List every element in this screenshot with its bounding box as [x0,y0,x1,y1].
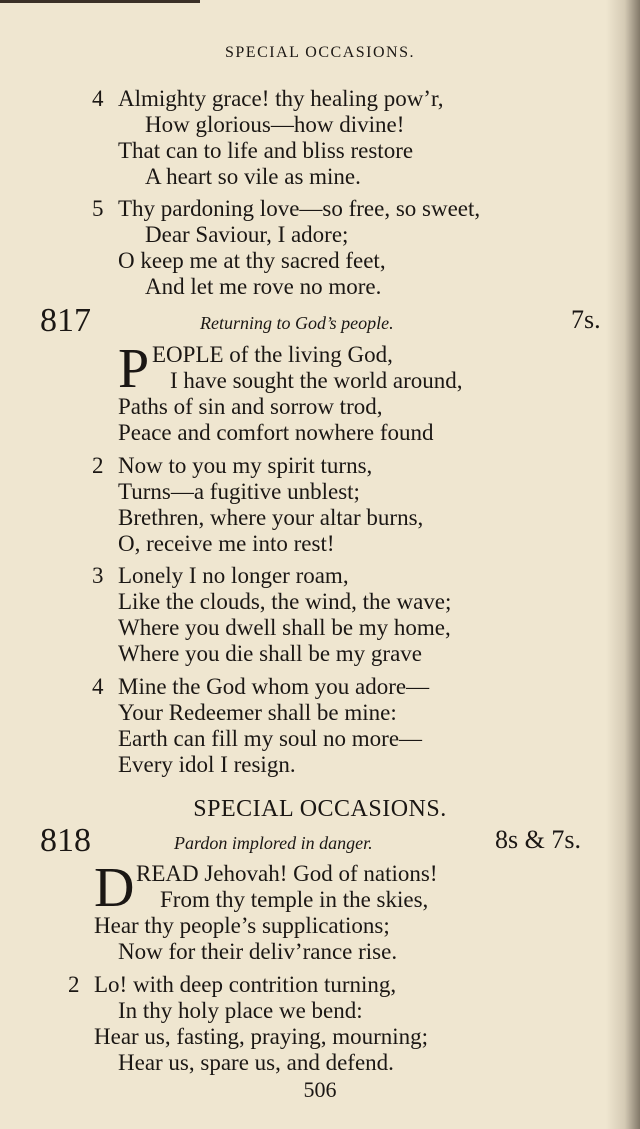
verse-line: Now for their deliv’rance rise. [118,939,398,964]
running-head: SPECIAL OCCASIONS. [225,44,415,61]
drop-cap: D [94,857,135,919]
verse-line: In thy holy place we bend: [118,998,363,1023]
verse-line: O, receive me into rest! [118,531,335,556]
verse-line: Turns—a fugitive unblest; [118,479,360,504]
verse-line: Lonely I no longer roam, [118,563,349,588]
verse-line: Where you dwell shall be my home, [118,615,451,640]
verse-line: Dear Saviour, I adore; [145,222,349,247]
hymn-number: 817 [40,302,91,339]
hymn-number: 818 [40,822,91,859]
verse-line: I have sought the world around, [170,368,463,393]
hymn-title: Returning to God’s people. [200,313,394,333]
verse-line: And let me rove no more. [145,274,382,299]
verse-line: From thy temple in the skies, [160,887,429,912]
verse-line: O keep me at thy sacred feet, [118,248,386,273]
page-number: 506 [303,1077,337,1102]
top-edge-shadow [0,0,200,3]
verse-line: Now to you my spirit turns, [118,453,373,478]
stanza-number: 5 [92,196,104,221]
hymn-title: Pardon implored in danger. [174,833,373,853]
verse-line: Almighty grace! thy healing pow’r, [118,86,444,111]
verse-line: Every idol I resign. [118,752,296,777]
verse-line: That can to life and bliss restore [118,138,414,163]
verse-line: Mine the God whom you adore— [118,674,430,699]
section-heading: SPECIAL OCCASIONS. [193,796,447,822]
hymn-meter: 8s & 7s. [495,825,581,854]
stanza-number: 4 [92,674,104,699]
stanza-number: 3 [92,563,104,588]
verse-line: Hear us, fasting, praying, mourning; [94,1024,429,1049]
drop-cap: P [118,338,150,400]
verse-line: EOPLE of the living God, [152,342,393,367]
verse-line: Hear us, spare us, and defend. [118,1050,394,1075]
verse-line: Earth can fill my soul no more— [118,726,423,751]
verse-line: Lo! with deep contrition turning, [94,972,397,997]
verse-line: Paths of sin and sorrow trod, [118,394,383,419]
stanza-number: 2 [68,972,80,997]
verse-line: Like the clouds, the wind, the wave; [118,589,452,614]
verse-line: Where you die shall be my grave [118,641,422,666]
verse-line: Hear thy people’s supplications; [94,913,390,938]
verse-line: READ Jehovah! God of nations! [136,861,438,886]
stanza-number: 2 [92,453,104,478]
verse-line: How glorious—how divine! [145,112,405,137]
verse-line: A heart so vile as mine. [145,164,361,189]
verse-line: Your Redeemer shall be mine: [118,700,397,725]
hymn-meter: 7s. [571,305,601,334]
page-gutter-shadow [606,0,640,1129]
verse-line: Peace and comfort nowhere found [118,420,434,445]
stanza-number: 4 [92,86,104,111]
verse-line: Brethren, where your altar burns, [118,505,424,530]
verse-line: Thy pardoning love—so free, so sweet, [118,196,481,221]
